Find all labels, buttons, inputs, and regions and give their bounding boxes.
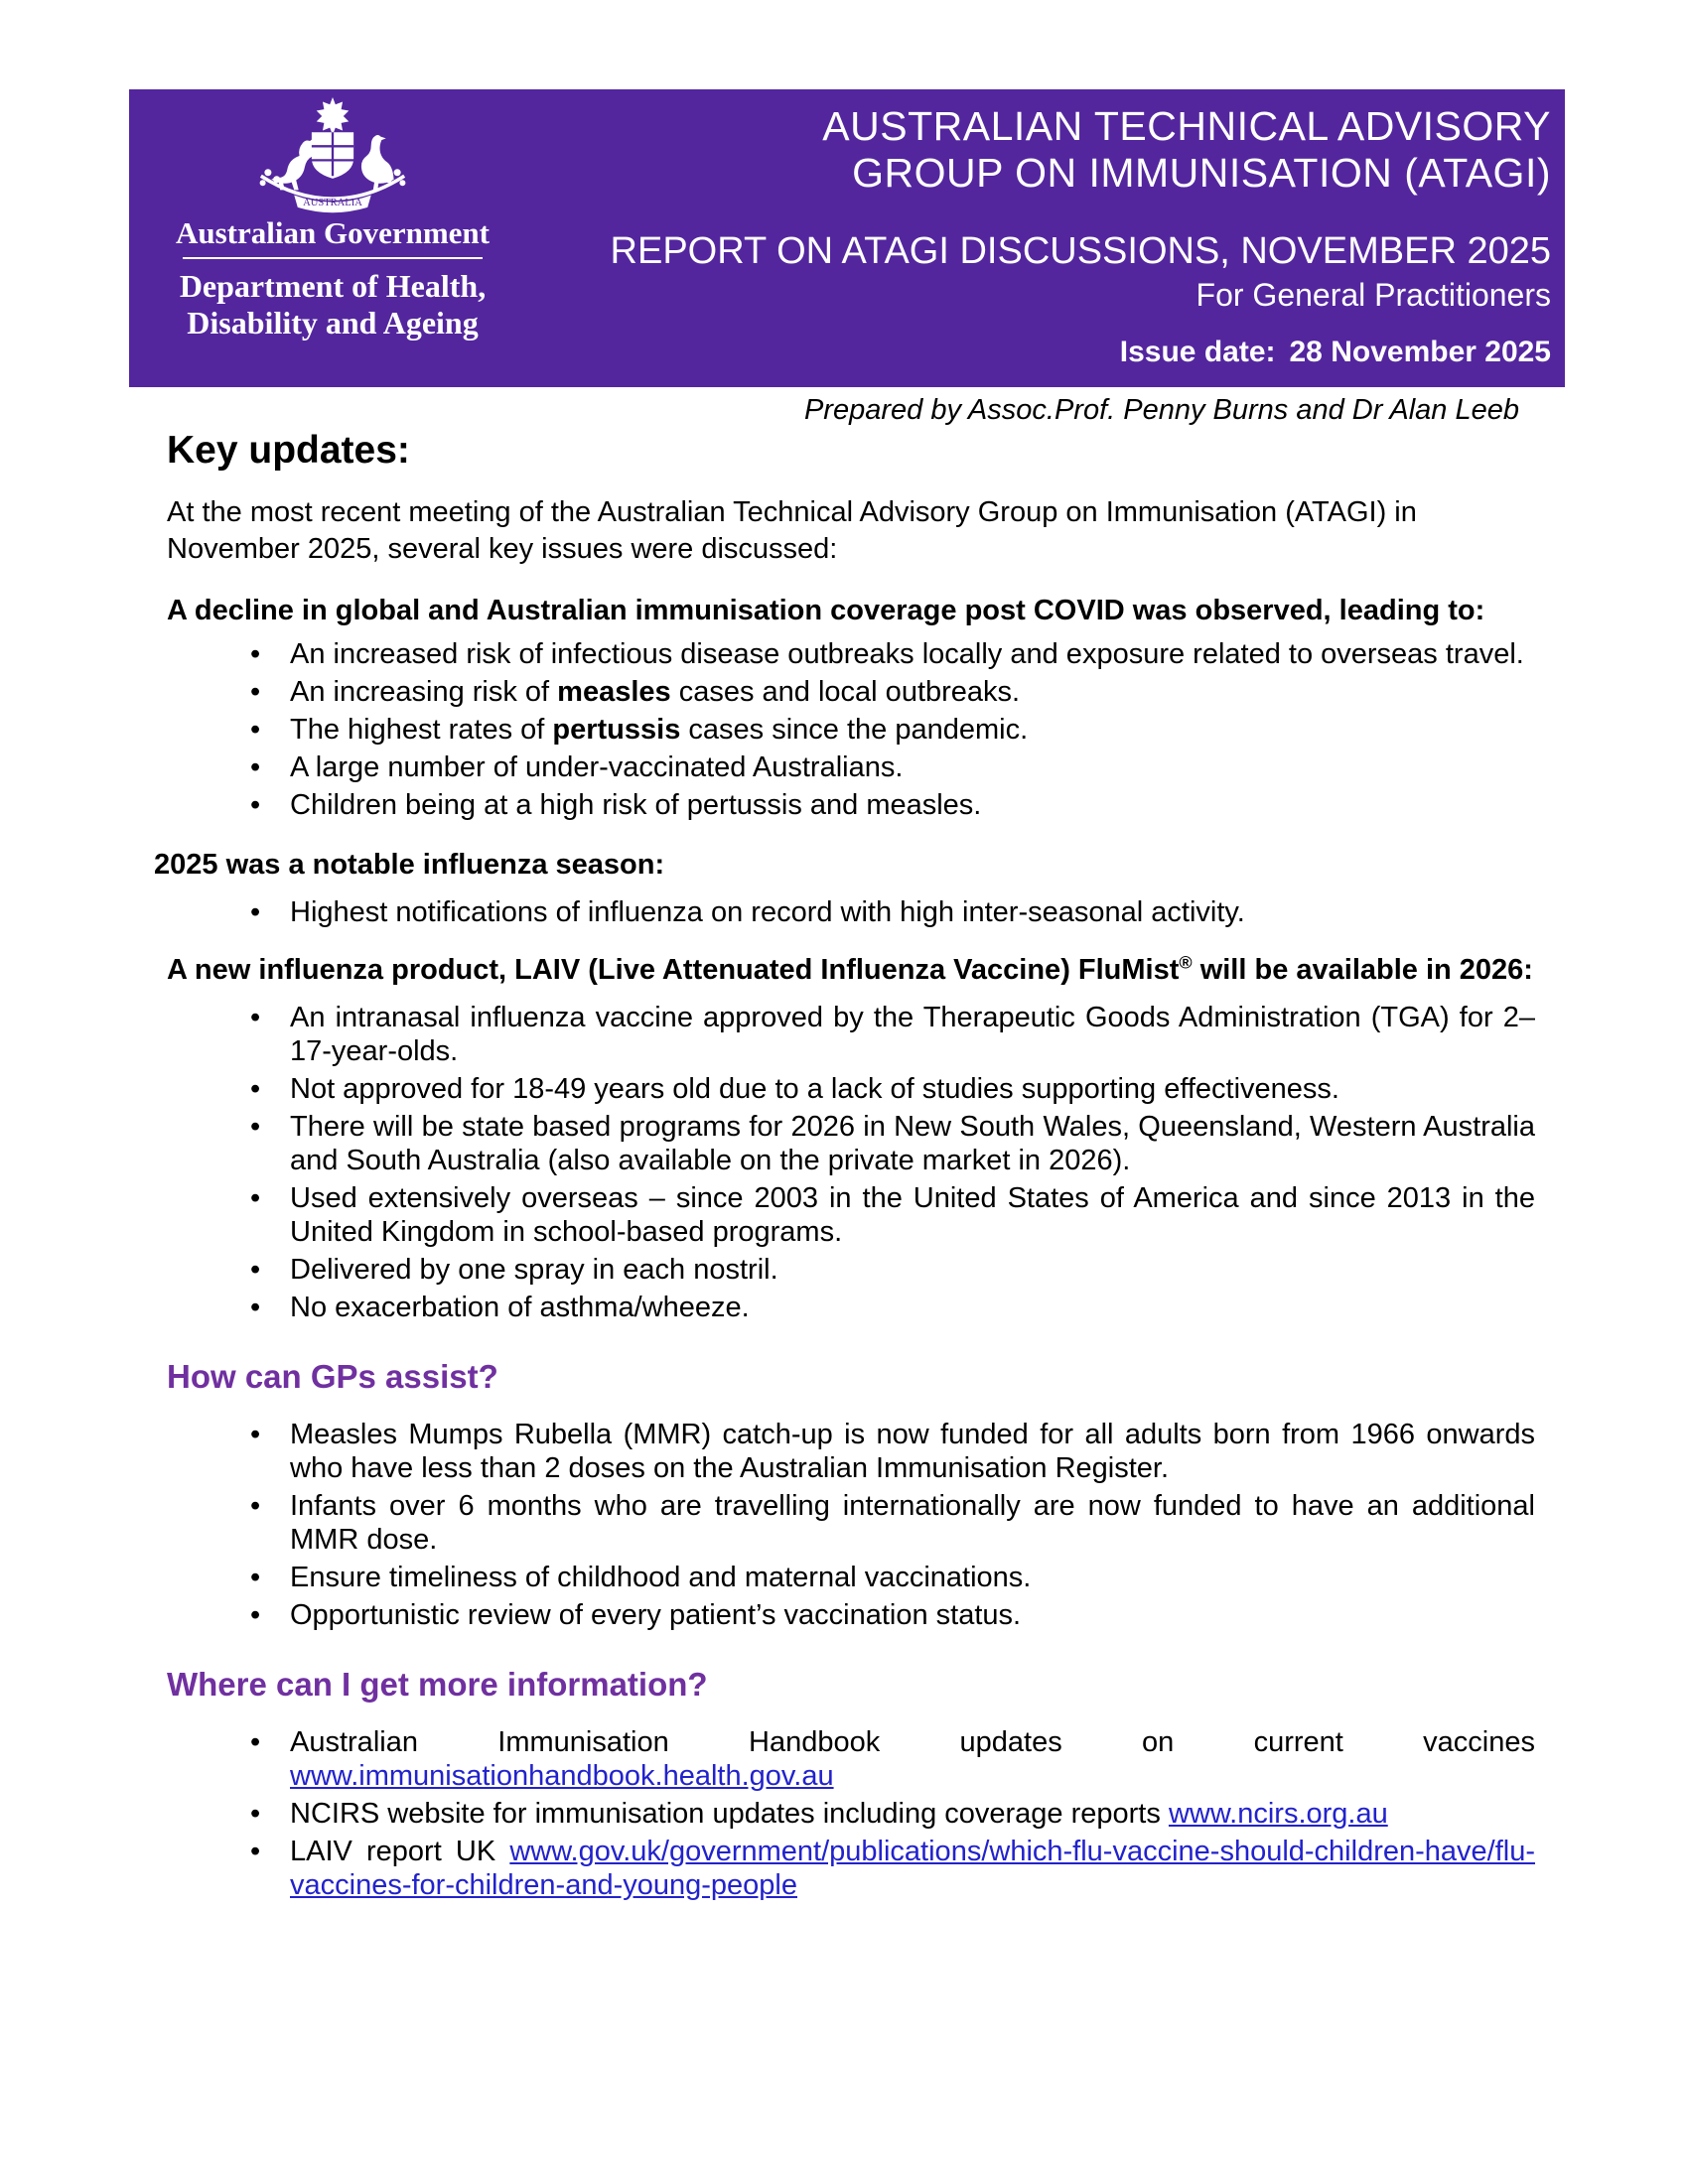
bullet-text: Opportunistic review of every patient’s vaccination status. <box>290 1599 1022 1631</box>
bullet-text: Delivered by one spray in each nostril. <box>290 1254 778 1286</box>
registered-trademark-symbol: ® <box>1179 952 1193 973</box>
decline-heading: A decline in global and Australian immunisation coverage post COVID was observed, leading to: <box>167 595 1485 626</box>
bullet-text: There will be state based programs for 2026 in New South Wales, Queensland, Western Australia and South Australia (also available on the private market in 2026). <box>290 1111 1535 1176</box>
list-item <box>167 1072 1535 1106</box>
list-item <box>167 1561 1535 1594</box>
influenza-season-bullet-list <box>167 895 1535 929</box>
laiv-heading-text: A new influenza product, LAIV (Live Attenuated Influenza Vaccine) FluMist <box>167 954 1180 986</box>
bullet-text: Australian Immunisation Handbook updates on current vaccines <box>290 1726 1535 1758</box>
crest-ribbon-text: AUSTRALIA <box>303 198 362 209</box>
gps-assist-heading: How can GPs assist? <box>167 1358 498 1395</box>
bullet-text: Highest notifications of influenza on record with high inter-seasonal activity. <box>290 896 1245 928</box>
report-title: REPORT ON ATAGI DISCUSSIONS, NOVEMBER 2025 <box>610 230 1551 272</box>
ncirs-website-link[interactable]: www.ncirs.org.au <box>1168 1798 1388 1830</box>
intro-paragraph: At the most recent meeting of the Australian Technical Advisory Group on Immunisation (ATAGI) in November 2025, several key issues were discussed: <box>167 496 1417 565</box>
government-crest-block <box>169 95 496 341</box>
org-title-line1: AUSTRALIAN TECHNICAL ADVISORY <box>822 103 1551 149</box>
immunisation-handbook-link[interactable]: www.immunisationhandbook.health.gov.au <box>290 1760 834 1792</box>
bullet-text: An intranasal influenza vaccine approved by the Therapeutic Goods Administration (TGA) for 2–17-year-olds. <box>290 1002 1535 1067</box>
laiv-heading-text: will be available in 2026: <box>1192 954 1533 986</box>
issue-date-value: 28 November 2025 <box>1289 336 1551 368</box>
decline-bullet-list <box>167 637 1535 822</box>
bullet-text: Not approved for 18-49 years old due to a lack of studies supporting effectiveness. <box>290 1073 1339 1105</box>
australian-coat-of-arms-icon <box>169 95 496 216</box>
bullet-text: Used extensively overseas – since 2003 in the United States of America and since 2013 in the United Kingdom in school-based programs. <box>290 1182 1535 1248</box>
list-item <box>167 1181 1535 1249</box>
laiv-bullet-list <box>167 1001 1535 1324</box>
list-item <box>167 637 1535 671</box>
list-item <box>167 1110 1535 1177</box>
bullet-text: Measles Mumps Rubella (MMR) catch-up is now funded for all adults born from 1966 onwards who have less than 2 doses on the Australian Immunisation Register. <box>290 1419 1535 1484</box>
bullet-text: An increasing risk of <box>290 676 558 708</box>
bullet-text: A large number of under-vaccinated Australians. <box>290 751 904 783</box>
bullet-text: NCIRS website for immunisation updates including coverage reports <box>290 1798 1169 1830</box>
more-info-bullet-list <box>167 1725 1535 1902</box>
list-item <box>167 751 1535 784</box>
list-item <box>167 1001 1535 1068</box>
more-info-heading: Where can I get more information? <box>167 1666 708 1703</box>
banner-title-block <box>546 103 1551 373</box>
bullet-text: Ensure timeliness of childhood and maternal vaccinations. <box>290 1562 1032 1593</box>
bullet-bold-term: pertussis <box>552 714 681 746</box>
bullet-text: The highest rates of <box>290 714 553 746</box>
bullet-text: Infants over 6 months who are travelling internationally are now funded to have an additional MMR dose. <box>290 1490 1535 1556</box>
department-name <box>169 268 496 341</box>
prepared-by-line: Prepared by Assoc.Prof. Penny Burns and Dr Alan Leeb <box>803 394 1519 426</box>
report-body <box>154 429 1535 1918</box>
laiv-heading <box>167 953 1535 987</box>
influenza-season-heading: 2025 was a notable influenza season: <box>154 849 665 881</box>
list-item <box>167 1598 1535 1632</box>
bullet-text: cases and local outbreaks. <box>670 676 1021 708</box>
list-item <box>167 713 1535 747</box>
government-name: Australian Government <box>175 215 490 250</box>
bullet-text: An increased risk of infectious disease outbreaks locally and exposure related to overseas travel. <box>290 638 1524 670</box>
bullet-text: LAIV report UK <box>290 1836 510 1867</box>
list-item <box>167 788 1535 822</box>
crest-divider <box>183 257 483 259</box>
issue-date-line <box>546 336 1551 369</box>
org-title-line2: GROUP ON IMMUNISATION (ATAGI) <box>852 150 1551 196</box>
list-item <box>167 1489 1535 1557</box>
department-line2: Disability and Ageing <box>187 305 479 341</box>
list-item <box>167 1253 1535 1287</box>
bullet-text: Children being at a high risk of pertussis and measles. <box>290 789 982 821</box>
report-audience: For General Practitioners <box>1196 277 1551 313</box>
list-item <box>167 1418 1535 1485</box>
department-line1: Department of Health, <box>179 268 487 304</box>
list-item <box>167 1725 1535 1793</box>
gps-assist-bullet-list <box>167 1418 1535 1632</box>
header-banner <box>129 89 1565 387</box>
list-item <box>167 895 1535 929</box>
bullet-bold-term: measles <box>557 676 671 708</box>
laiv-uk-report-link[interactable]: www.gov.uk/government/publications/which-flu-vaccine-should-children-have/flu-vaccines-for-children-and-young-people <box>290 1836 1535 1901</box>
list-item <box>167 1797 1535 1831</box>
bullet-text: cases since the pandemic. <box>680 714 1029 746</box>
list-item <box>167 675 1535 709</box>
issue-date-label: Issue date: <box>1119 336 1276 368</box>
list-item <box>167 1291 1535 1324</box>
list-item <box>167 1835 1535 1902</box>
report-org-title <box>546 103 1551 197</box>
key-updates-heading: Key updates: <box>167 429 410 472</box>
bullet-text: No exacerbation of asthma/wheeze. <box>290 1292 750 1323</box>
